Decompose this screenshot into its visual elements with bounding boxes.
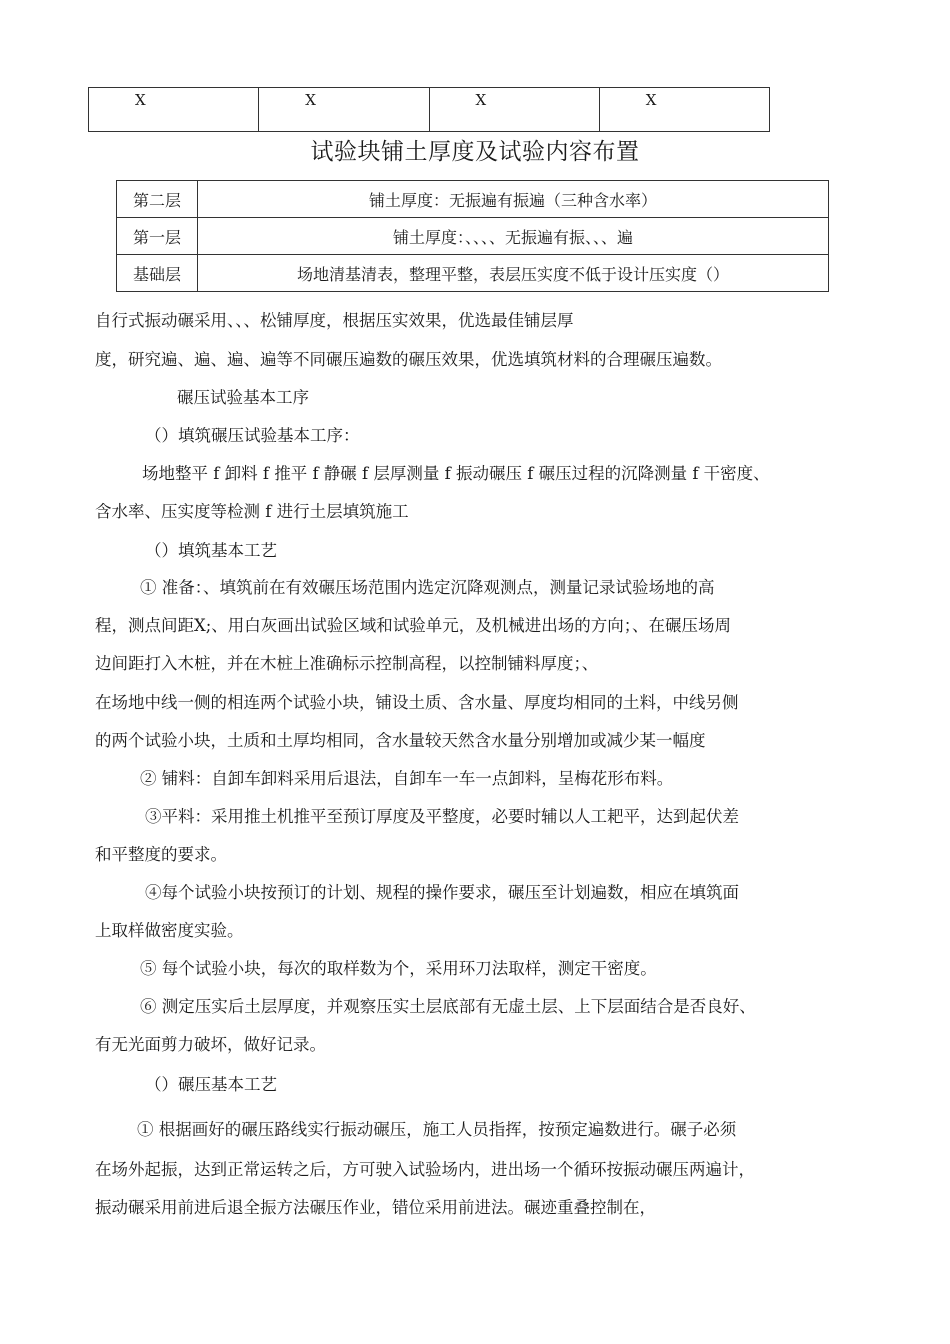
- paragraph-line: 振动碾采用前进后退全振方法碾压作业，错位采用前进法。碾迹重叠控制在，: [95, 1198, 656, 1217]
- paragraph-line: ① 准备：、填筑前在有效碾压场范围内选定沉降观测点，测量记录试验场地的高: [140, 578, 715, 597]
- table-row: [117, 255, 829, 292]
- top-table: [88, 87, 770, 132]
- layer-label: 第一层: [117, 218, 198, 255]
- paragraph-line: 自行式振动碾采用、、、松铺厚度，根据压实效果，优选最佳铺层厚: [95, 311, 574, 330]
- paragraph-line: 的两个试验小块，土质和土厚均相同，含水量较天然含水量分别增加或减少某一幅度: [95, 731, 706, 750]
- table-row: [117, 181, 829, 218]
- section-heading: 碾压试验基本工序: [177, 388, 309, 407]
- document-title: 试验块铺土厚度及试验内容布置: [310, 139, 640, 165]
- section-heading: （）填筑碾压试验基本工序：: [145, 426, 360, 445]
- paragraph-line: ④每个试验小块按预订的计划、规程的操作要求，碾压至计划遍数，相应在填筑面: [145, 883, 739, 902]
- paragraph-line: ① 根据画好的碾压路线实行振动碾压，施工人员指挥，按预定遍数进行。碾子必须: [137, 1120, 737, 1139]
- paragraph-line: 和平整度的要求。: [95, 845, 227, 864]
- layer-content: 铺土厚度：、、、、无振遍有振、、、遍: [198, 218, 829, 255]
- paragraph-line: ② 铺料：自卸车卸料采用后退法，自卸车一车一点卸料，呈梅花形布料。: [140, 769, 674, 788]
- paragraph-line: ⑥ 测定压实后土层厚度，并观察压实土层底部有无虚土层、上下层面结合是否良好、: [140, 997, 756, 1016]
- paragraph-line: 程，测点间距X;、用白灰画出试验区域和试验单元，及机械进出场的方向；、在碾压场周: [95, 616, 732, 635]
- paragraph-line: 有无光面剪力破坏，做好记录。: [95, 1035, 326, 1054]
- top-table-cell: X: [599, 88, 769, 132]
- paragraph-line: 度，研究遍、遍、遍、遍等不同碾压遍数的碾压效果，优选填筑材料的合理碾压遍数。: [95, 350, 722, 369]
- paragraph-line: 在场地中线一侧的相连两个试验小块，铺设土质、含水量、厚度均相同的土料，中线另侧: [95, 693, 739, 712]
- top-table-cell: X: [429, 88, 599, 132]
- paragraph-line: ⑤ 每个试验小块，每次的取样数为个，采用环刀法取样，测定干密度。: [140, 959, 657, 978]
- layer-table: [116, 180, 829, 292]
- paragraph-line: 在场外起振，达到正常运转之后，方可驶入试验场内，进出场一个循环按振动碾压两遍计，: [95, 1160, 755, 1179]
- top-table-cell: X: [259, 88, 429, 132]
- top-table-cell: X: [89, 88, 259, 132]
- layer-content: 铺土厚度：无振遍有振遍（三种含水率）: [198, 181, 829, 218]
- paragraph-line: 场地整平 f 卸料 f 推平 f 静碾 f 层厚测量 f 振动碾压 f 碾压过程的沉降测量 f 干密度、: [142, 464, 770, 483]
- table-row: [117, 218, 829, 255]
- layer-label: 第二层: [117, 181, 198, 218]
- layer-label: 基础层: [117, 255, 198, 292]
- paragraph-line: 上取样做密度实验。: [95, 921, 244, 940]
- section-heading: （）碾压基本工艺: [145, 1075, 277, 1094]
- paragraph-line: 边间距打入木桩，并在木桩上准确标示控制高程，以控制铺料厚度；、: [95, 654, 599, 673]
- section-heading: （）填筑基本工艺: [145, 541, 277, 560]
- layer-content: 场地清基清表，整理平整，表层压实度不低于设计压实度（）: [198, 255, 829, 292]
- paragraph-line: ③平料：采用推土机推平至预订厚度及平整度，必要时辅以人工耙平，达到起伏差: [145, 807, 739, 826]
- paragraph-line: 含水率、压实度等检测 f 进行土层填筑施工: [95, 502, 409, 521]
